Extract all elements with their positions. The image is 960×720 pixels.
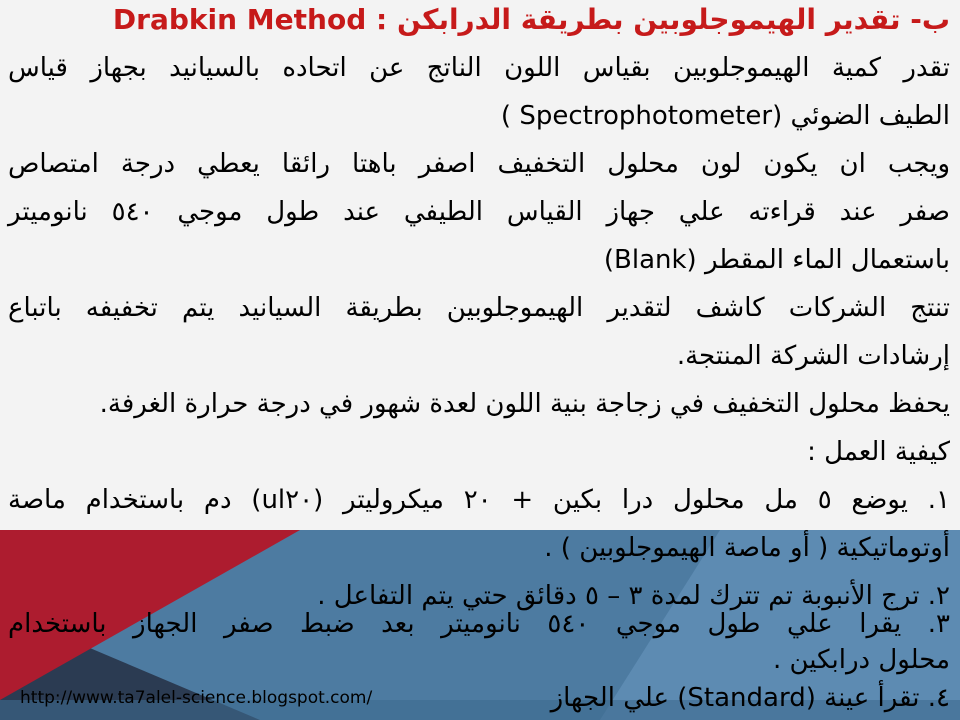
step-line: ٤. تقرأ عينة (Standard) علي الجهاز [550,683,950,713]
method-heading: كيفية العمل : [807,437,950,467]
paragraph-line: إرشادات الشركة المنتجة. [676,341,950,371]
footer-url[interactable]: http://www.ta7alel-science.blogspot.com/ [20,688,373,708]
paragraph-line: تقدر كمية الهيموجلوبين بقياس اللون الناتج عن اتحاده بالسيانيد بجهاز قياس [8,53,950,83]
paragraph-line: باستعمال الماء المقطر (Blank) [603,245,950,275]
step-line: ٢. ترج الأنبوبة تم تترك لمدة ٣ – ٥ دقائق حتي يتم التفاعل . [317,581,950,611]
step-line: ١. يوضع ٥ مل محلول درا بكين + ٢٠ ميكروليتر (ul٢٠) دم باستخدام ماصة [8,485,950,515]
slide-title: ب- تقدير الهيموجلوبين بطريقة الدرابكن : Drabkin Method [112,3,950,36]
paragraph-line: صفر عند قراءته علي جهاز القياس الطيفي عند طول موجي ٥٤٠ نانوميتر [8,197,950,227]
step-line: ٣. يقرا علي طول موجي ٥٤٠ نانوميتر بعد ضبط صفر الجهاز باستخدام [8,609,950,639]
step-line: محلول درابكين . [772,645,950,675]
paragraph-line: الطيف الضوئي (Spectrophotometer ) [500,101,950,131]
paragraph-line: تنتج الشركات كاشف لتقدير الهيموجلوبين بطريقة السيانيد يتم تخفيفه باتباع [8,293,950,323]
paragraph-line: يحفظ محلول التخفيف في زجاجة بنية اللون لعدة شهور في درجة حرارة الغرفة. [99,389,950,419]
paragraph-line: ويجب ان يكون لون محلول التخفيف اصفر باهتا رائقا يعطي درجة امتصاص [8,149,950,179]
step-line: أوتوماتيكية ( أو ماصة الهيموجلوبين ) . [544,533,950,563]
